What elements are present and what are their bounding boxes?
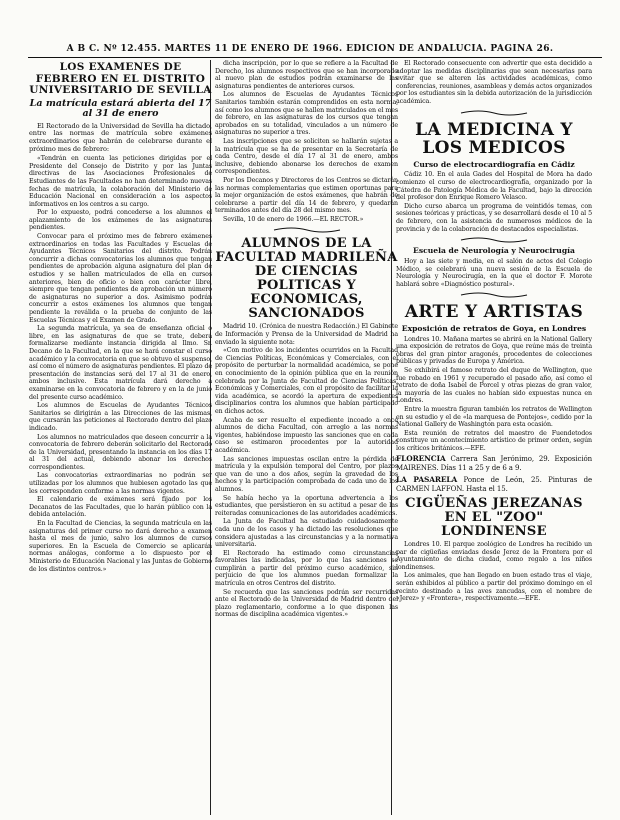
paragraph: «Tendrán en cuenta las peticiones dirigidas por el Presidente del Consejo de Distrito y por las Juntas directivas de las Asociaciones Profesionales de Estudiantes de las Facultades no han determinado nuevas fechas de matrícula, la colaboración del Ministerio de Educación Nacional en consideración a los aspectos informativos en los centros a su cargo. <box>29 155 212 208</box>
gallery-name: LA PASARELA <box>396 475 458 485</box>
paragraph: El calendario de exámenes será fijado por los Decanatos de las Facultades, que lo harán público con la debida antelación. <box>29 496 212 519</box>
paragraph: «Con motivo de los incidentes ocurridos en la Facultad de Ciencias Políticas, Económicas y Comerciales, con el propósito de perturbar la normalidad académica, se pone en conocimiento de la opinión pública que en la reunión celebrada por la Junta de Facultad de Ciencias Políticas, Económicas y Comerciales, con el propósito de facilitar la vida académica, se acordó la apertura de expedientes disciplinarios contra los alumnos que habían participado en dichos actos. <box>215 347 398 415</box>
paragraph: Las sanciones impuestas oscilan entre la pérdida de matrícula y la expulsión temporal del Centro, por plazos que van de uno a dos años, según la gravedad de los hechos y la participación comprobada de cada uno de los alumnos. <box>215 455 398 493</box>
article-subtitle: Exposición de retratos de Goya, en Londres <box>401 323 587 333</box>
paragraph: Esta reunión de retratos del maestro de Fuendetodos constituye un acontecimiento artístico de primer orden, según los críticos británicos.—EFE. <box>396 429 592 452</box>
header-rule <box>28 57 602 58</box>
dateline: Sevilla, 10 de enero de 1966.—EL RECTOR.» <box>223 215 364 223</box>
paragraph: Por lo expuesto, podrá concederse a los alumnos el aplazamiento de los exámenes de las asignaturas pendientes. <box>29 209 212 232</box>
paragraph: Se exhibirá el famoso retrato del duque de Wellington, que fue robado en 1961 y recuperado el pasado año, así como el retrato de doña Isabel de Porcel y otras piezas de gran valor, la mayoría de las cuales no habían sido expuestas nunca en Londres. <box>396 366 592 405</box>
separator-ornament <box>459 291 529 299</box>
paragraph: El Rectorado consecuente con advertir que esta decidido a adoptar las medidas disciplinarias que sean necesarias para evitar que se alteren las actividades académicas, como conferencias, reuniones, asambleas y demás actos organizados por los estudiantes sin la debida autorización de la jurisdicción académica. <box>396 60 592 105</box>
paragraph: Las inscripciones que se soliciten se hallarán sujetas a la matrícula que se ha de presentar en la Secretaría de cada Centro, desde el día 17 al 31 de enero, ambos inclusive, debiendo abonarse los derechos de examen correspondientes. <box>215 137 398 176</box>
page-header: A B C. Nº 12.455. MARTES 11 DE ENERO DE 1966. EDICION DE ANDALUCIA. PAGINA 26. <box>66 44 554 54</box>
article-subtitle: Escuela de Neurología y Neurocirugía <box>413 246 575 256</box>
column-1 <box>29 60 212 815</box>
article-title: ALUMNOS DE LA FACULTAD MADRILEÑA DE CIENCIAS POLITICAS Y ECONOMICAS, SANCIONADOS <box>215 236 398 322</box>
paragraph: El Rectorado ha estimado como circunstancias favorables las indicadas, por lo que las sanciones se cumplirán a partir del próximo curso académico, sin perjuicio de que los alumnos puedan formalizar la matrícula en otros Centros del distrito. <box>215 549 398 588</box>
column-3 <box>396 60 592 815</box>
paragraph: Hoy a las siete y media, en el salón de actos del Colegio Médico, se celebrará una nueva sesión de la Escuela de Neurología y Neurocirugía, en la que el doctor F. Morote hablará sobre «Diagnóstico postural». <box>396 257 592 288</box>
paragraph: Se había hecho ya la oportuna advertencia a los estudiantes, que persistieron en su actitud a pesar de las reiteradas comunicaciones de las autoridades académicas. <box>215 494 398 517</box>
paragraph: Convocar para el próximo mes de febrero exámenes extraordinarios en todas las Facultades y Escuelas de Ayudantes Técnicos Sanitarios del distrito. Podrán concurrir a dichas convocatorias los alumnos que tengan pendientes de aprobación alguna asignatura del plan de estudios y se hallen matriculados de ella en cursos anteriores, bien de oficio o bien con carácter libre, siempre que tengan pendientes de aprobación un número de asignaturas no superior a dos. Asimismo podrán concurrir a estos exámenes los alumnos que tengan pendiente la reválida o la prueba de conjunto de las Escuelas Técnicas y el Examen de Grado. <box>29 233 212 324</box>
paragraph: En la Facultad de Ciencias, la segunda matrícula en las asignaturas del primer curso no dará derecho a examen hasta el mes de junio, salvo los alumnos de cursos superiores. En la Escuela de Comercio se aplicarán normas análogas, conforme a lo dispuesto por el Ministerio de Educación Nacional y las Juntas de Gobierno de los distintos centros.» <box>29 520 212 573</box>
section-title: LA MEDICINA Y LOS MEDICOS <box>415 119 573 159</box>
gallery-listing <box>396 476 592 493</box>
separator-ornament <box>459 109 529 117</box>
article-title: LOS EXAMENES DE FEBRERO EN EL DISTRITO UNIVERSITARIO DE SEVILLA <box>29 61 212 96</box>
gallery-details: Ponce de León, 25. Pinturas de CARMEN LAFFON. Hasta el 15. <box>396 476 592 493</box>
separator-ornament <box>272 226 342 234</box>
paragraph: El Rectorado de la Universidad de Sevilla ha dictado, entre las normas de matrícula sobre exámenes extraordinarios que habrán de celebrarse durante el próximo mes de febrero: <box>29 121 212 154</box>
paragraph: Londres 10. El parque zoológico de Londres ha recibido un par de cigüeñas enviadas desde Jerez de la Frontera por el Ayuntamiento de dicha ciudad, como regalo a los niños londinenses. <box>396 541 592 571</box>
paragraph: Los alumnos de Escuelas de Ayudantes Técnicos Sanitarios se dirigirán a las Direcciones de las mismas, que cursarán las peticiones al Rectorado dentro del plazo indicado. <box>29 402 212 432</box>
paragraph: Se recuerda que las sanciones podrán ser recurridas ante el Rectorado de la Universidad de Madrid dentro del plazo reglamentario, conforme a lo que disponen las normas de disciplina académica vigentes.» <box>215 588 398 619</box>
column-2 <box>215 60 398 815</box>
paragraph: Entre la muestra figuran también los retratos de Wellington en su estudio y el de «la marquesa de Pontejos», cedido por la National Gallery de Washington para esta ocasión. <box>396 405 592 429</box>
paragraph: Londres 10. Mañana martes se abrirá en la National Gallery una exposición de retratos de Goya, que reúne más de treinta obras del gran pintor aragonés, procedentes de colecciones públicas y privadas de Europa y América. <box>396 335 592 366</box>
paragraph: La Junta de Facultad ha estudiado cuidadosamente cada uno de los casos y ha dictado las resoluciones que considera ajustadas a las circunstancias y a la normativa universitaria. <box>215 518 398 549</box>
paragraph: Las convocatorias extraordinarias no podrán ser utilizadas por los alumnos que hubiesen agotado las que les corresponden conforme a las normas vigentes. <box>29 472 212 495</box>
paragraph: dicha inscripción, por lo que se refiere a la Facultad de Derecho, los alumnos respectivos que se han incorporado al nuevo plan de estudios podrán examinarse de las asignaturas pendientes de anteriores cursos. <box>215 60 398 90</box>
paragraph: Dicho curso abarca un programa de veintidós temas, con sesiones teóricas y prácticas, y se desarrollará desde el 10 al 5 de febrero, con la asistencia de numerosos médicos de la provincia y de la colaboración de destacados especialistas. <box>396 202 592 233</box>
paragraph: Los alumnos de Escuelas de Ayudantes Técnicos Sanitarios también estarán comprendidos en esta norma, así como los alumnos que se hallen matriculados en el mes de febrero, en las asignaturas de los cursos que tengan aprobados en su totalidad, vinculados a un número de asignaturas no superior a tres. <box>215 91 398 137</box>
gallery-listing <box>396 455 592 472</box>
gallery-details: Carrera San Jerónimo, 29. Exposición MAIRENES. Días 11 a 25 y de 6 a 9. <box>396 455 592 472</box>
paragraph: Acaba de ser resuelto el expediente incoado a once alumnos de dicha Facultad, con arreglo a las normas vigentes, habiéndose impuesto las sanciones que en cada caso se estimaron procedentes por la autoridad académica. <box>215 416 398 454</box>
article-subtitle: La matrícula estará abierta del 17 al 31 de enero <box>29 97 212 119</box>
paragraph: Cádiz 10. En el aula Gades del Hospital de Mora ha dado comienzo el curso de electrocardiografía, organizado por la Cátedra de Patología Médica de la Facultad, bajo la dirección del profesor don Enrique Romero Velasco. <box>396 171 592 202</box>
paragraph: Madrid 10. (Crónica de nuestra Redacción.) El Gabinete de Información y Prensa de la Universidad de Madrid ha enviado la siguiente nota: <box>215 323 398 346</box>
section-title: ARTE Y ARTISTAS <box>404 302 584 323</box>
paragraph: Los animales, que han llegado en buen estado tras el viaje, serán exhibidos al público a partir del próximo domingo en el recinto destinado a las aves zancudas, con el nombre de «Jerez» y «Frontera», respectivamente.—EFE. <box>396 572 592 603</box>
article-subtitle: Curso de electrocardiografía en Cádiz <box>413 159 575 169</box>
paragraph: Por los Decanos y Directores de los Centros se dictarán las normas complementarias que estimen oportunas para la mejor organización de estos exámenes, que habrán de celebrarse a partir del día 14 de febrero, y quedarán terminados antes del día 28 del mismo mes. <box>215 176 398 215</box>
separator-ornament <box>459 236 529 244</box>
gallery-name: FLORENCIA <box>396 454 446 464</box>
paragraph: Los alumnos no matriculados que deseen concurrir a la convocatoria de febrero deberán solicitarlo del Rectorado de la Universidad, presentando la instancia en los días 17 al 31 del actual, debiendo abonar los derechos correspondientes. <box>29 433 212 471</box>
article-title: CIGÜEÑAS JEREZANAS EN EL "ZOO" LONDINENSE <box>405 496 583 540</box>
paragraph: La segunda matrícula, ya sea de enseñanza oficial o libre, en las asignaturas de que se trate, deberá formalizarse mediante instancia dirigida al Ilmo. Sr. Decano de la Facultad, en la que se hará constar el curso académico y la convocatoria en que se obtuvo el suspenso, así como el número de asignaturas pendientes. El plazo de presentación de instancias será del 17 al 31 de enero, ambos inclusive. Esta matrícula dará derecho a examinarse en la convocatoria de febrero y en la de junio del presente curso académico. <box>29 325 212 401</box>
